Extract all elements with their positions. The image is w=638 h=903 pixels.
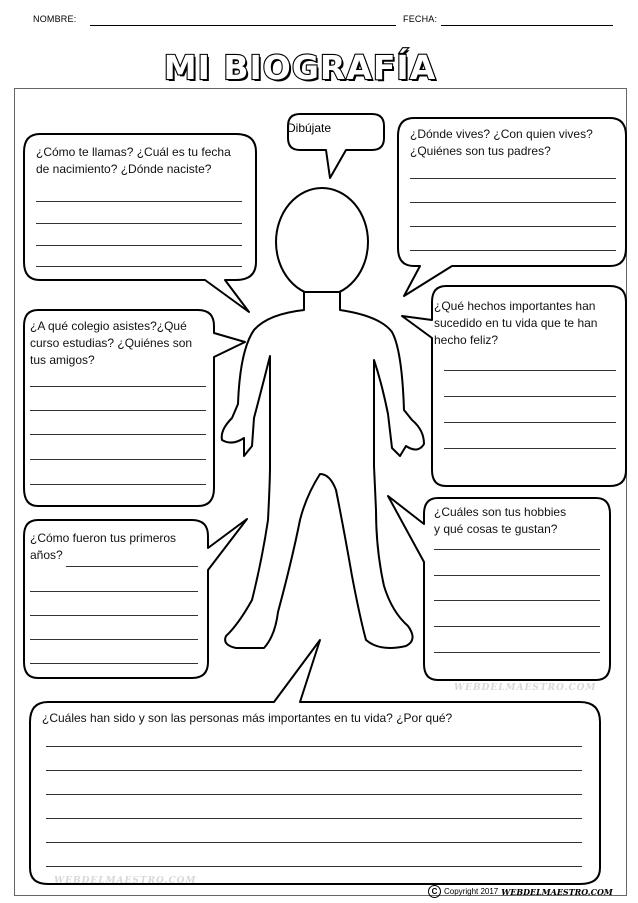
answer-line[interactable] xyxy=(434,600,600,601)
answer-line[interactable] xyxy=(30,591,198,592)
question-early-years-line-1: ¿Cómo fueron tus primeros xyxy=(30,531,177,545)
question-hobbies xyxy=(434,504,566,538)
answer-line[interactable] xyxy=(30,484,206,485)
copyright-icon: C xyxy=(428,885,441,898)
page-title: MI BIOGRAFÍA xyxy=(163,48,437,87)
question-name-line-2: de nacimiento? ¿Dónde naciste? xyxy=(36,162,212,176)
answer-line[interactable] xyxy=(434,652,600,653)
answer-line[interactable] xyxy=(36,266,242,267)
answer-line[interactable] xyxy=(444,422,616,423)
question-name xyxy=(36,144,231,178)
answer-line[interactable] xyxy=(30,434,206,435)
watermark: WEBDELMAESTRO.COM xyxy=(454,683,597,693)
answer-line[interactable] xyxy=(410,202,616,203)
question-early-years-line-2: años? xyxy=(30,548,63,562)
answer-line[interactable] xyxy=(46,746,582,747)
draw-prompt: Dibújate xyxy=(287,121,332,135)
answer-line[interactable] xyxy=(30,639,198,640)
answer-line[interactable] xyxy=(36,201,242,202)
answer-line[interactable] xyxy=(30,615,198,616)
copyright-text: Copyright 2017 xyxy=(444,887,499,896)
answer-line[interactable] xyxy=(444,396,616,397)
question-hobbies-line-1: ¿Cuáles son tus hobbies xyxy=(434,505,567,519)
answer-line[interactable] xyxy=(434,575,600,576)
question-happy-line-2: sucedido en tu vida que te han xyxy=(434,316,598,330)
answer-line[interactable] xyxy=(30,386,206,387)
answer-line[interactable] xyxy=(36,245,242,246)
date-label: FECHA: xyxy=(403,14,438,24)
question-home-line-1: ¿Dónde vives? ¿Con quien vives? xyxy=(410,127,593,141)
answer-line[interactable] xyxy=(30,410,206,411)
question-happy xyxy=(434,298,597,349)
answer-line[interactable] xyxy=(410,250,616,251)
watermark: WEBDELMAESTRO.COM xyxy=(54,876,197,886)
answer-line[interactable] xyxy=(46,866,582,867)
answer-line[interactable] xyxy=(410,226,616,227)
answer-line[interactable] xyxy=(444,370,616,371)
question-name-line-1: ¿Cómo te llamas? ¿Cuál es tu fecha xyxy=(36,145,231,159)
answer-line[interactable] xyxy=(46,818,582,819)
question-school-line-2: curso estudias? ¿Quiénes son xyxy=(30,336,193,350)
answer-line[interactable] xyxy=(434,626,600,627)
answer-line[interactable] xyxy=(30,459,206,460)
answer-line[interactable] xyxy=(46,794,582,795)
question-home-line-2: ¿Quiénes son tus padres? xyxy=(410,144,551,158)
question-school-line-1: ¿A qué colegio asistes?¿Qué xyxy=(30,319,187,333)
answer-line[interactable] xyxy=(30,663,198,664)
question-home xyxy=(410,126,593,160)
copyright-notice xyxy=(428,885,613,898)
question-happy-line-1: ¿Qué hechos importantes han xyxy=(434,299,596,313)
answer-line[interactable] xyxy=(46,842,582,843)
name-label: NOMBRE: xyxy=(33,14,77,24)
question-school-line-3: tus amigos? xyxy=(30,353,95,367)
answer-line[interactable] xyxy=(434,549,600,550)
copyright-site: WEBDELMAESTRO.COM xyxy=(501,886,613,897)
answer-line[interactable] xyxy=(410,178,616,179)
question-early-years xyxy=(30,530,176,564)
question-people: ¿Cuáles han sido y son las personas más importantes en tu vida? ¿Por qué? xyxy=(42,711,453,725)
answer-line[interactable] xyxy=(444,448,616,449)
question-hobbies-line-2: y qué cosas te gustan? xyxy=(434,522,558,536)
answer-line[interactable] xyxy=(36,223,242,224)
answer-line[interactable] xyxy=(66,566,198,567)
answer-line[interactable] xyxy=(46,770,582,771)
question-happy-line-3: hecho feliz? xyxy=(434,333,499,347)
question-school xyxy=(30,318,192,369)
